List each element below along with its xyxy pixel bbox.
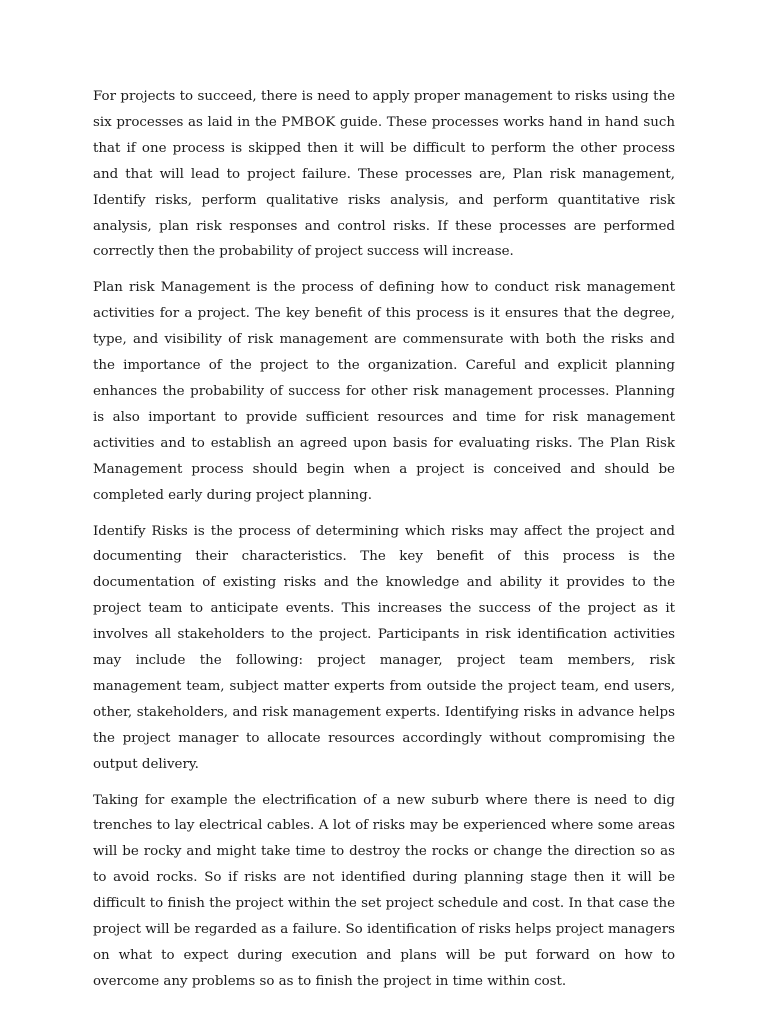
paragraph-intro: For projects to succeed, there is need to apply proper management to risks using the six processes as laid in the PMBOK guide. These processes works hand in hand such that if one process is skipped then it will be difficult to perform the other process and that will lead to project failure. These processes are, Plan risk management, Identify risks, perform qualitative risks analysis, and perform quantitative risk analysis, plan risk responses and control risks. If these processes are performed correctly then the probability of project success will increase. (93, 89, 675, 260)
paragraph-plan-risk-management: Plan risk Management is the process of defining how to conduct risk management activities for a project. The key benefit of this process is it ensures that the degree, type, and visibility of risk management are commensurate with both the risks and the importance of the project to the organization. Careful and explicit planning enhances the probability of success for other risk management processes. Planning is also important to provide sufficient resources and time for risk management activities and to establish an agreed upon basis for evaluating risks. The Plan Risk Management process should begin when a project is conceived and should be completed early during project planning. (93, 280, 675, 503)
document-body (93, 84, 675, 995)
paragraph-identify-risks: Identify Risks is the process of determining which risks may affect the project and documenting their characteristics. The key benefit of this process is the documentation of existing risks and the knowledge and ability it provides to the project team to anticipate events. This increases the success of the project as it involves all stakeholders to the project. Participants in risk identification activities may include the following: project manager, project team members, risk management team, subject matter experts from outside the project team, end users, other, stakeholders, and risk management experts. Identifying risks in advance helps the project manager to allocate resources accordingly without compromising the output delivery. (93, 523, 675, 772)
paragraph-example: Taking for example the electrification of a new suburb where there is need to dig trenches to lay electrical cables. A lot of risks may be experienced where some areas will be rocky and might take time to destroy the rocks or change the direction so as to avoid rocks. So if risks are not identified during planning stage then it will be difficult to finish the project within the set project schedule and cost. In that case the project will be regarded as a failure. So identification of risks helps project managers on what to expect during execution and plans will be put forward on how to overcome any problems so as to finish the project in time within cost. (93, 792, 675, 989)
